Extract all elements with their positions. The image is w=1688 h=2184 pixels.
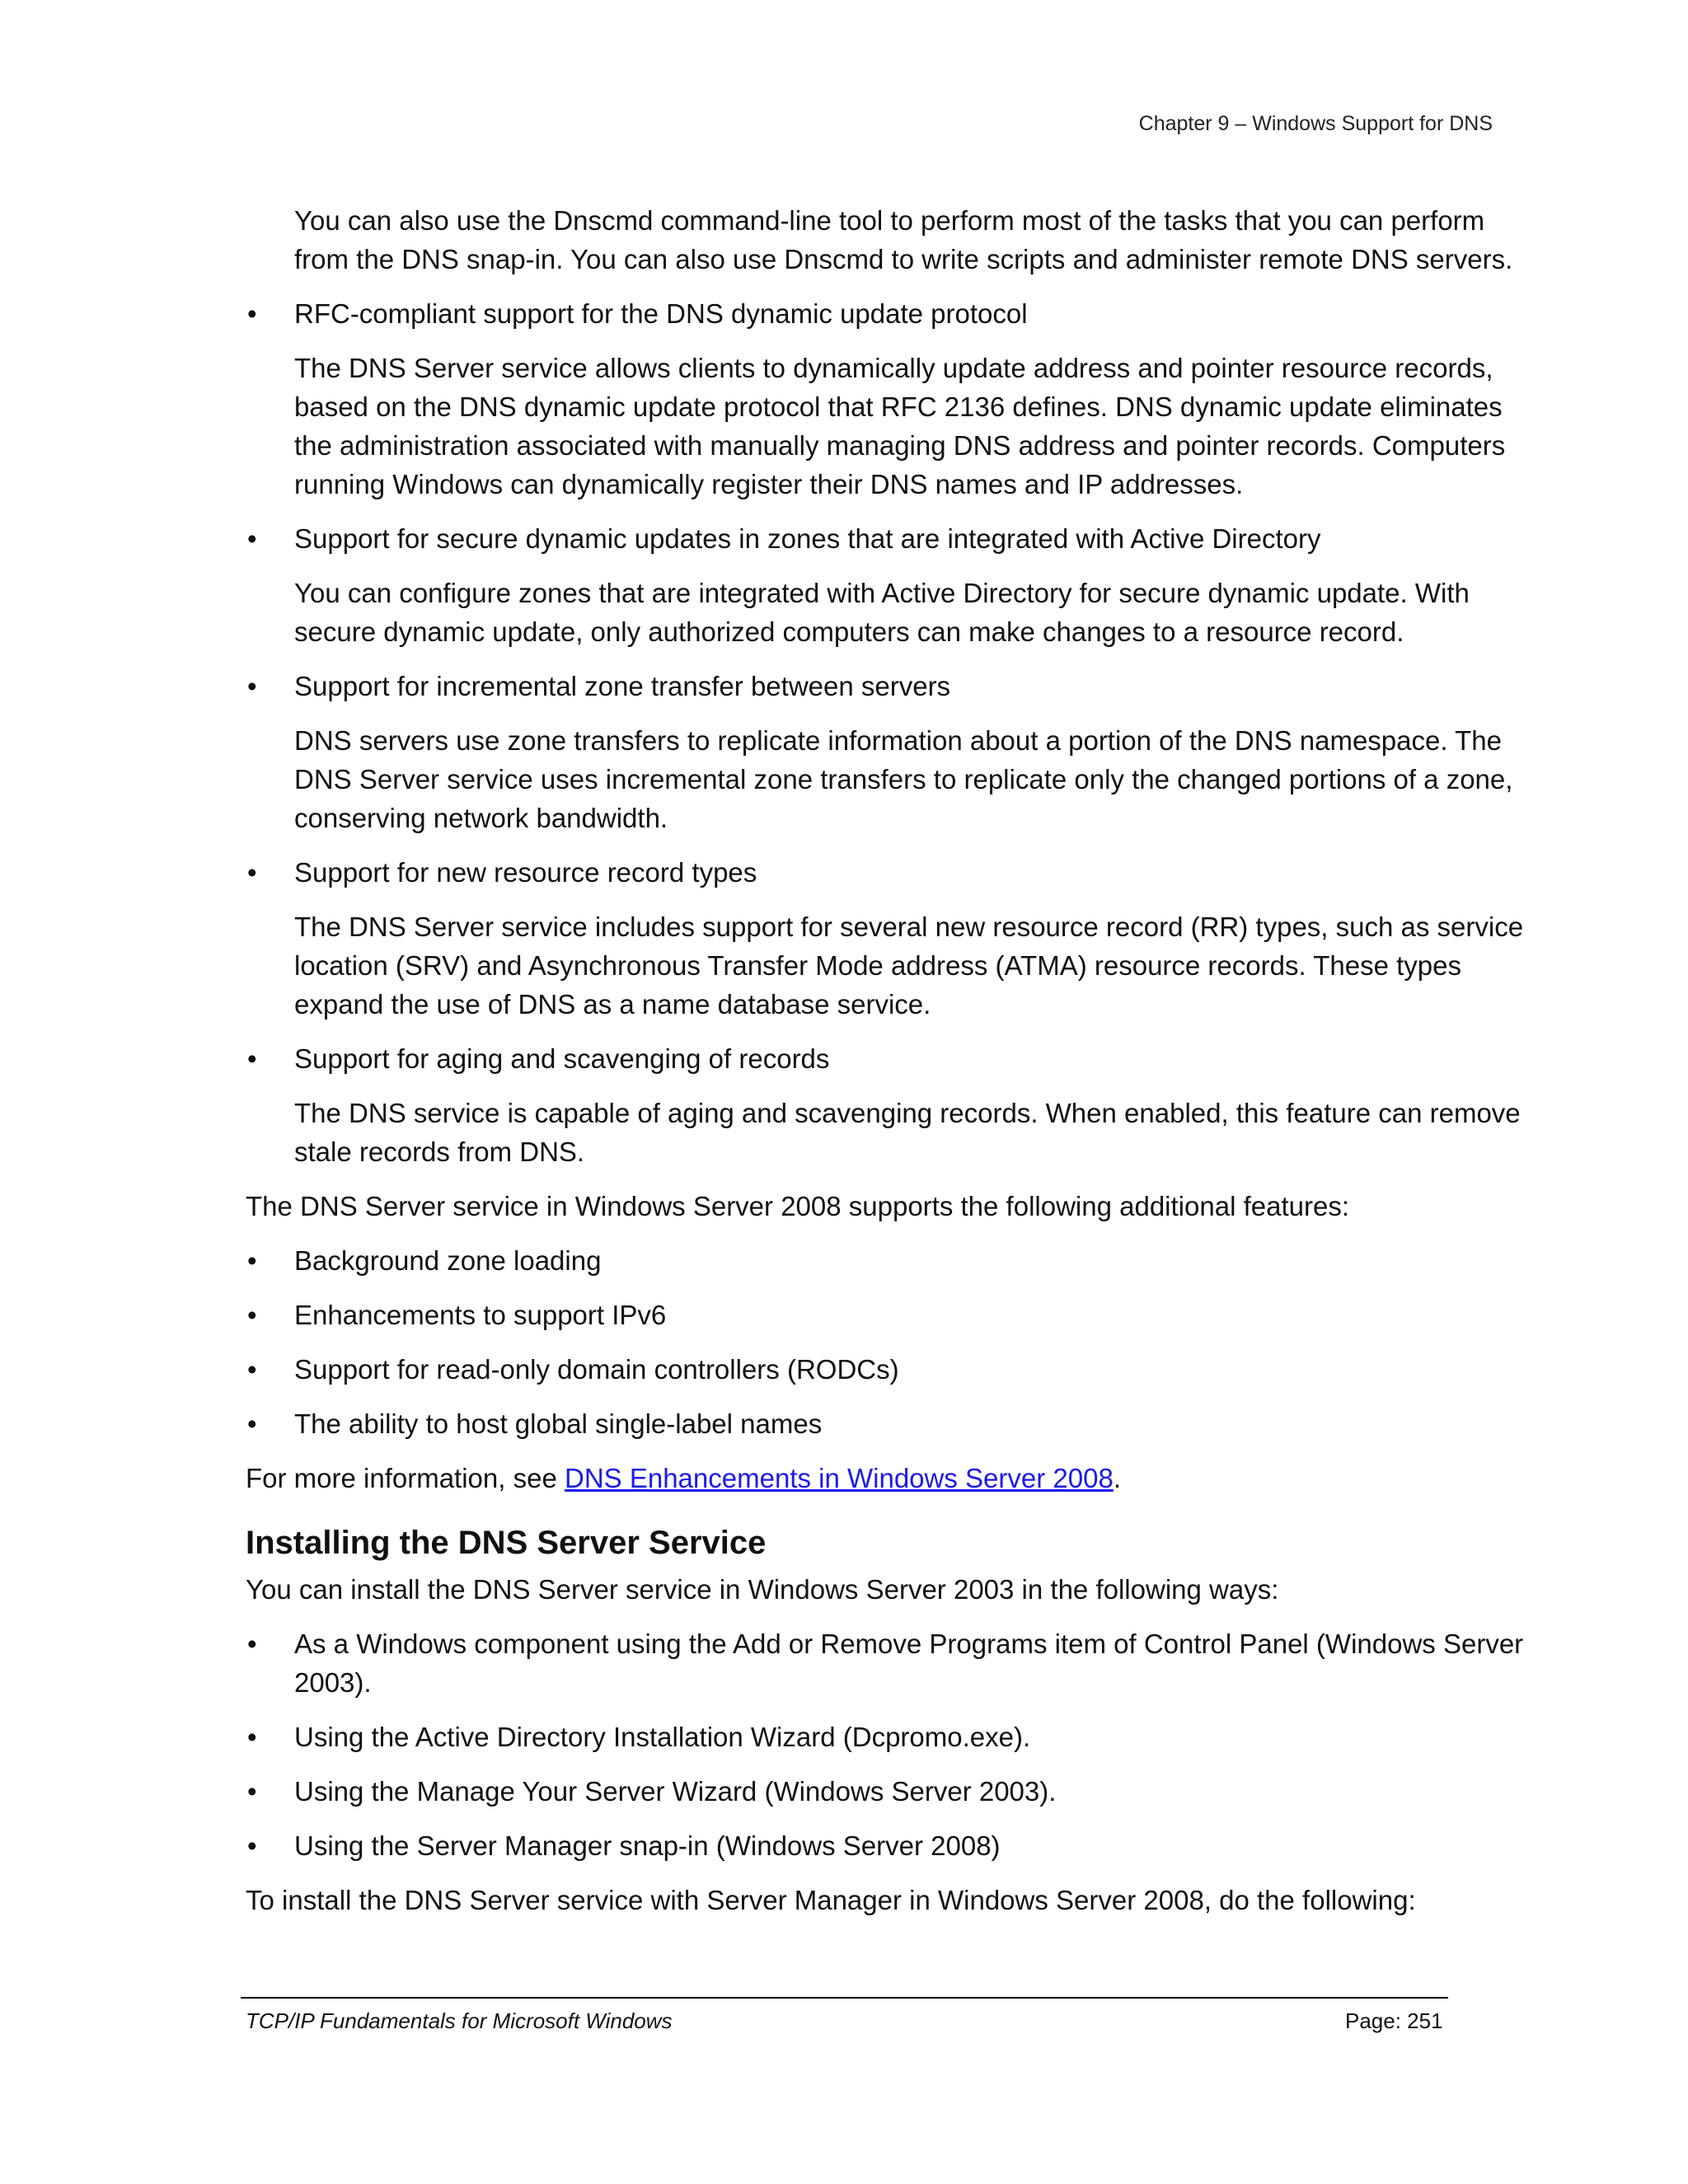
- bullet-icon: •: [247, 671, 257, 701]
- page-content: [246, 201, 1531, 1935]
- ws2008-feature-item: [246, 1241, 1531, 1280]
- install-method-item: [246, 1772, 1531, 1811]
- more-info-suffix: .: [1113, 1463, 1121, 1493]
- install-method-item: [246, 1826, 1531, 1865]
- feature-description: The DNS Server service includes support for several new resource record (RR) types, such as service location (SRV) and Asynchronous Transfer Mode address (ATMA) resource records. These types expand the use of DNS as a name database service.: [294, 912, 1524, 1019]
- footer-divider: [241, 1997, 1448, 1999]
- install-intro: You can install the DNS Server service in Windows Server 2003 in the following ways:: [246, 1574, 1279, 1605]
- feature-title: Support for incremental zone transfer between servers: [294, 671, 951, 701]
- ws2008-feature-item: [246, 1350, 1531, 1389]
- footer-page-number: Page: 251: [1345, 2008, 1443, 2033]
- ws2008-feature-text: Background zone loading: [294, 1245, 602, 1276]
- bullet-icon: •: [247, 298, 257, 329]
- bullet-icon: •: [247, 1245, 257, 1276]
- bullet-icon: •: [247, 1722, 257, 1752]
- ws2008-feature-text: Support for read-only domain controllers (RODCs): [294, 1354, 899, 1385]
- footer-book-title: TCP/IP Fundamentals for Microsoft Windows: [246, 2008, 673, 2033]
- feature-item: [246, 519, 1531, 558]
- feature-description: The DNS service is capable of aging and scavenging records. When enabled, this feature can remove stale records from DNS.: [294, 1098, 1521, 1167]
- bullet-icon: •: [247, 1043, 257, 1074]
- bullet-icon: •: [247, 523, 257, 554]
- feature-description: You can configure zones that are integrated with Active Directory for secure dynamic update. With secure dynamic update, only authorized computers can make changes to a resource record.: [294, 578, 1470, 647]
- feature-title: Support for new resource record types: [294, 857, 757, 888]
- bullet-icon: •: [247, 1354, 257, 1385]
- section-heading: Installing the DNS Server Service: [246, 1525, 767, 1561]
- bullet-icon: •: [247, 1776, 257, 1807]
- more-info-paragraph: [246, 1459, 1531, 1497]
- bullet-icon: •: [247, 1300, 257, 1330]
- ws2008-feature-text: Enhancements to support IPv6: [294, 1300, 667, 1330]
- ws2008-feature-item: [246, 1296, 1531, 1334]
- bullet-icon: •: [247, 1629, 257, 1659]
- ws2008-feature-item: [246, 1404, 1531, 1443]
- feature-item: [246, 294, 1531, 333]
- more-info-prefix: For more information, see: [246, 1463, 565, 1493]
- install-method-item: [246, 1624, 1531, 1702]
- feature-item: [246, 853, 1531, 892]
- feature-item: [246, 1039, 1531, 1078]
- install-method-text: Using the Server Manager snap-in (Windows Server 2008): [294, 1830, 1001, 1861]
- bullet-icon: •: [247, 1408, 257, 1439]
- feature-title: Support for secure dynamic updates in zones that are integrated with Active Directory: [294, 523, 1321, 554]
- feature-title: Support for aging and scavenging of records: [294, 1043, 830, 1074]
- install-method-text: Using the Manage Your Server Wizard (Windows Server 2003).: [294, 1776, 1057, 1807]
- install-method-text: As a Windows component using the Add or Remove Programs item of Control Panel (Windows Server 2003).: [294, 1629, 1524, 1698]
- running-header: Chapter 9 – Windows Support for DNS: [1138, 112, 1493, 135]
- bullet-icon: •: [247, 1830, 257, 1861]
- feature-description: The DNS Server service allows clients to dynamically update address and pointer resource records, based on the DNS dynamic update protocol that RFC 2136 defines. DNS dynamic update eliminates the administration associated with manually managing DNS address and pointer records. Computers running Windows can dynamically register their DNS names and IP addresses.: [294, 353, 1506, 499]
- feature-description: DNS servers use zone transfers to replicate information about a portion of the DNS namespace. The DNS Server service uses incremental zone transfers to replicate only the changed portions of a zone, conserving network bandwidth.: [294, 725, 1513, 833]
- install-method-text: Using the Active Directory Installation Wizard (Dcpromo.exe).: [294, 1722, 1031, 1752]
- ws2008-feature-text: The ability to host global single-label names: [294, 1408, 823, 1439]
- ws2008-intro: The DNS Server service in Windows Server 2008 supports the following additional features:: [246, 1191, 1349, 1221]
- feature-title: RFC-compliant support for the DNS dynamic update protocol: [294, 298, 1028, 329]
- install-method-item: [246, 1718, 1531, 1756]
- dns-enhancements-link[interactable]: DNS Enhancements in Windows Server 2008: [564, 1463, 1114, 1493]
- bullet-icon: •: [247, 857, 257, 888]
- feature-item: [246, 667, 1531, 705]
- intro-paragraph: You can also use the Dnscmd command-line tool to perform most of the tasks that you can perform from the DNS snap-in. You can also use Dnscmd to write scripts and administer remote DNS servers.: [294, 205, 1513, 274]
- install-2008-intro: To install the DNS Server service with Server Manager in Windows Server 2008, do the following:: [246, 1885, 1416, 1915]
